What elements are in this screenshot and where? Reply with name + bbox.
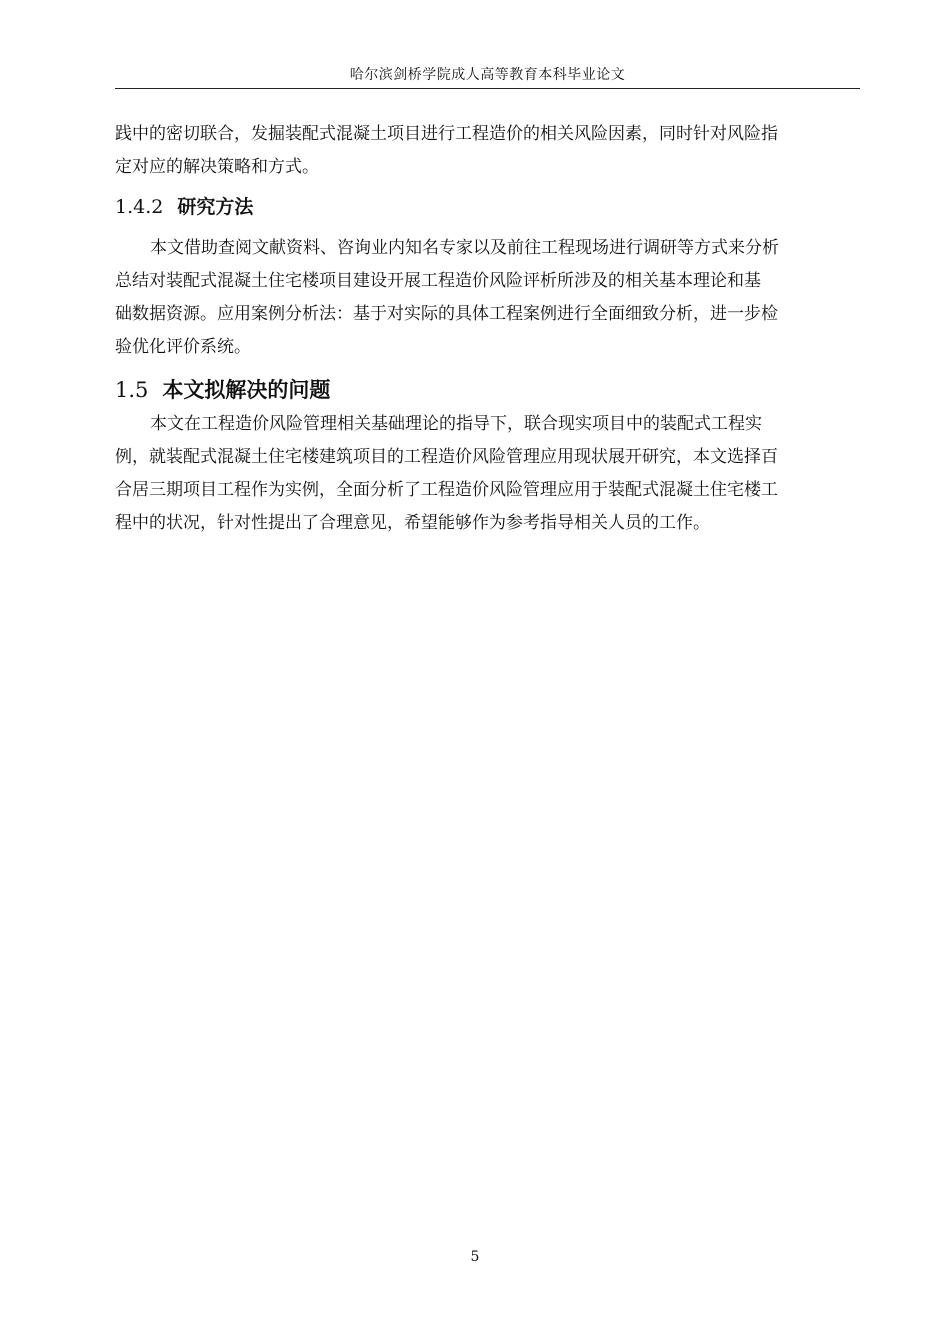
section-title: 研究方法 [177,196,254,218]
paragraph-line: 总结对装配式混凝土住宅楼项目建设开展工程造价风险评析所涉及的相关基本理论和基 [115,271,761,291]
paragraph-line: 本文借助查阅文献资料、咨询业内知名专家以及前往工程现场进行调研等方式来分析 [150,238,779,258]
paragraph-line: 程中的状况，针对性提出了合理意见，希望能够作为参考指导相关人员的工作。 [115,513,710,533]
page-number: 5 [470,1249,480,1265]
paragraph-line: 践中的密切联合，发掘装配式混凝土项目进行工程造价的相关风险因素，同时针对风险指 [115,124,778,144]
header-divider [115,88,860,89]
section-heading-1-4-2 [115,194,860,220]
section-number: 1.4.2 [115,196,164,218]
page-body [115,118,860,540]
section-number: 1.5 [115,378,149,402]
paragraph-line: 础数据资源。应用案例分析法：基于对实际的具体工程案例进行全面细致分析，进一步检 [115,304,778,324]
section-heading-1-5 [115,376,860,404]
running-header: 哈尔滨剑桥学院成人高等教育本科毕业论文 [349,67,626,83]
section-title: 本文拟解决的问题 [162,378,331,402]
continuation-paragraph [115,118,860,184]
paragraph-line: 例，就装配式混凝土住宅楼建筑项目的工程造价风险管理应用现状展开研究，本文选择百 [115,447,778,467]
paragraph-line: 定对应的解决策略和方式。 [115,157,319,177]
paragraph-line: 验优化评价系统。 [115,337,251,357]
research-methods-paragraph [115,232,860,364]
problems-paragraph [115,408,860,540]
paragraph-line: 本文在工程造价风险管理相关基础理论的指导下，联合现实项目中的装配式工程实 [150,414,762,434]
paragraph-line: 合居三期项目工程作为实例，全面分析了工程造价风险管理应用于装配式混凝土住宅楼工 [115,480,778,500]
